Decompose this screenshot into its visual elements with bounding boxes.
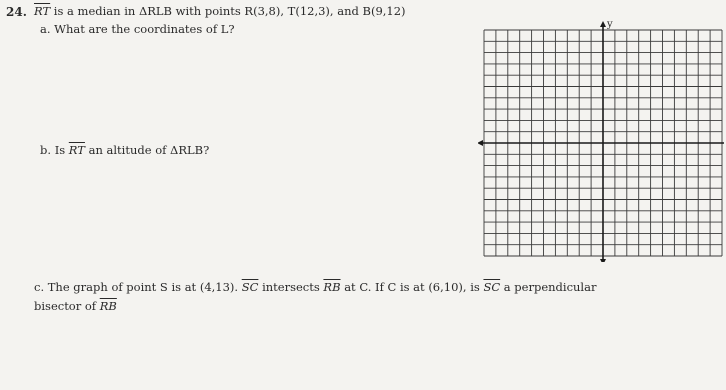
point-r: R(3,8), (244, 4, 284, 18)
part-c-text-1: The graph of point S is at (47, 280, 197, 294)
segment-rt: $\overline{RT}$ (34, 4, 51, 18)
part-b-segment: $\overline{RT}$ (68, 143, 85, 157)
problem-stem (34, 4, 406, 18)
part-b-is: Is (54, 143, 66, 157)
axes (478, 21, 724, 262)
y-axis-arrow-down (600, 259, 606, 262)
and-text: and (337, 4, 359, 18)
part-b-label: b. (40, 143, 52, 157)
part-c-text-5: is (470, 280, 480, 294)
stem-text: is a median in ΔRLB with points (53, 4, 241, 18)
part-c-c-coord: (6,10), (428, 280, 467, 294)
point-t: T(12,3), (287, 4, 334, 18)
part-c-text-6: a perpendicular (503, 280, 597, 294)
part-c-line-2 (34, 299, 117, 313)
part-c-segment-sc: $\overline{SC}$ (241, 280, 259, 294)
part-c-line-1 (34, 280, 596, 294)
part-c-text-2: intersects (262, 280, 320, 294)
part-a-question: What are the coordinates of L? (54, 22, 235, 36)
part-c-text-3: at C. (344, 280, 372, 294)
part-b (40, 143, 209, 157)
problem-number: 24. (6, 5, 27, 19)
part-c-segment-rb-2: $\overline{RB}$ (99, 299, 117, 313)
part-c-label: c. (34, 280, 45, 294)
part-c-segment-rb: $\overline{RB}$ (323, 280, 341, 294)
part-c-s-coord: (4,13). (199, 280, 239, 294)
part-c-text-7: bisector of (34, 299, 97, 313)
part-b-rest: an altitude of ΔRLB? (88, 143, 210, 157)
part-c-segment-sc-2: $\overline{SC}$ (483, 280, 501, 294)
coordinate-grid (478, 18, 724, 262)
y-axis-label: y (607, 19, 613, 30)
part-a (40, 22, 235, 36)
part-a-label: a. (40, 22, 51, 36)
y-axis-arrow-up (600, 21, 606, 27)
x-axis-arrow-left (478, 140, 483, 146)
part-c-text-4: If C is at (375, 280, 425, 294)
point-b: B(9,12) (362, 4, 406, 18)
